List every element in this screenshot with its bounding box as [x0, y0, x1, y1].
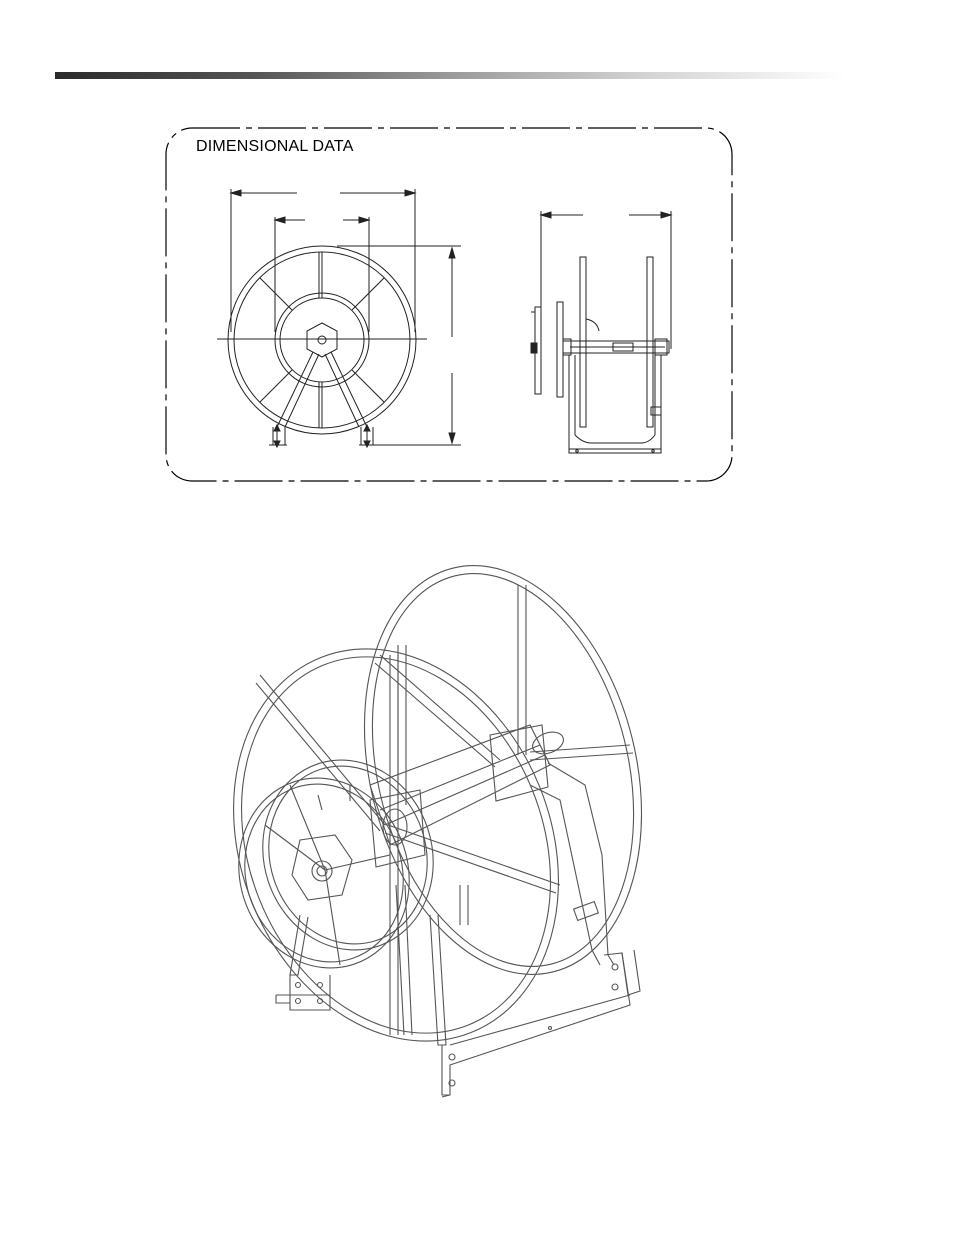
dimensional-data-title: DIMENSIONAL DATA [196, 138, 354, 155]
dimensional-data-panel [165, 127, 733, 482]
side-view [531, 211, 671, 453]
header-gradient-rule [55, 72, 845, 79]
reel-isometric-drawing [230, 555, 690, 1115]
front-view [217, 189, 461, 447]
